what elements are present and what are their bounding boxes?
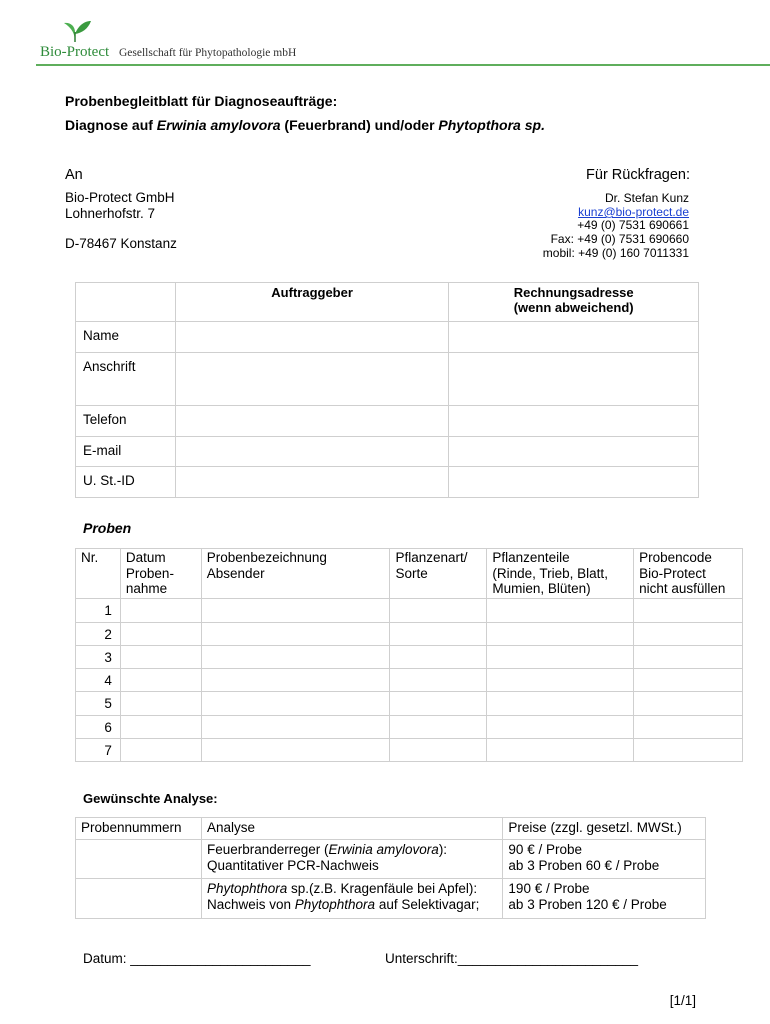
rechnung-anschrift-field[interactable] [449, 353, 699, 406]
contact-label: Für Rückfragen: [586, 167, 690, 183]
table-row [76, 622, 743, 645]
table-row [76, 691, 743, 715]
recipient-city: D-78467 Konstanz [65, 236, 177, 251]
row-label-name: Name [76, 322, 176, 353]
auftraggeber-telefon-field[interactable] [175, 406, 448, 437]
header-preise: Preise (zzgl. gesetzl. MWSt.) [503, 818, 706, 840]
analysis-option-phytophthora[interactable]: Phytophthora sp.(z.B. Kragenfäule bei Apfel): Nachweis von Phytophthora auf Selektivagar; [201, 879, 502, 919]
header-pflanzenteile: Pflanzenteile (Rinde, Trieb, Blatt, Mumien, Blüten) [487, 549, 634, 599]
auftraggeber-email-field[interactable] [175, 437, 448, 467]
row-number: 7 [76, 738, 121, 761]
table-row [76, 715, 743, 738]
table-row [76, 645, 743, 668]
header-probenbezeichnung: Probenbezeichnung Absender [201, 549, 390, 599]
rechnung-telefon-field[interactable] [449, 406, 699, 437]
probennummern-field-pcr[interactable] [76, 840, 202, 879]
row-label-anschrift: Anschrift [76, 353, 176, 406]
row-number: 5 [76, 691, 121, 715]
leaf-logo-icon [58, 18, 92, 44]
client-table [75, 282, 699, 498]
document-title: Probenbegleitblatt für Diagnoseaufträge: [65, 93, 338, 109]
header-rechnungsadresse: Rechnungsadresse (wenn abweichend) [449, 283, 699, 322]
table-row [76, 598, 743, 622]
row-label-telefon: Telefon [76, 406, 176, 437]
header-pflanzenart: Pflanzenart/ Sorte [390, 549, 487, 599]
header-datum: Datum Proben- nahme [120, 549, 201, 599]
page-number: [1/1] [669, 993, 696, 1008]
logo-text: Bio-Protect [40, 44, 110, 60]
auftraggeber-ustid-field[interactable] [175, 467, 448, 498]
row-label-ustid: U. St.-ID [76, 467, 176, 498]
row-number: 4 [76, 668, 121, 691]
contact-mobile: mobil: +49 (0) 160 7011331 [542, 246, 689, 260]
date-field[interactable]: Datum: ________________________ [83, 951, 311, 966]
recipient-street: Lohnerhofstr. 7 [65, 206, 156, 221]
rechnung-email-field[interactable] [449, 437, 699, 467]
analysis-heading: Gewünschte Analyse: [83, 791, 218, 806]
row-number: 2 [76, 622, 121, 645]
price-phytophthora: 190 € / Probe ab 3 Proben 120 € / Probe [503, 879, 706, 919]
table-row [76, 668, 743, 691]
rechnung-ustid-field[interactable] [449, 467, 699, 498]
row-label-email: E-mail [76, 437, 176, 467]
header-probennummern: Probennummern [76, 818, 202, 840]
company-subtitle: Gesellschaft für Phytopathologie mbH [119, 47, 297, 59]
header-analyse: Analyse [201, 818, 502, 840]
row-number: 6 [76, 715, 121, 738]
contact-email-link[interactable]: kunz@bio-protect.de [578, 205, 689, 219]
recipient-company: Bio-Protect GmbH [65, 190, 175, 205]
document-subtitle: Diagnose auf Erwinia amylovora (Feuerbrand) und/oder Phytopthora sp. [65, 117, 545, 133]
row-number: 1 [76, 598, 121, 622]
row-number: 3 [76, 645, 121, 668]
samples-heading: Proben [83, 520, 132, 536]
analysis-table [75, 817, 706, 919]
rechnung-name-field[interactable] [449, 322, 699, 353]
probennummern-field-phytophthora[interactable] [76, 879, 202, 919]
recipient-label: An [65, 167, 83, 183]
header-auftraggeber: Auftraggeber [175, 283, 448, 322]
contact-fax: Fax: +49 (0) 7531 690660 [550, 232, 689, 246]
page-header [0, 0, 770, 66]
contact-phone: +49 (0) 7531 690661 [577, 218, 689, 232]
header-probencode: Probencode Bio-Protect nicht ausfüllen [634, 549, 743, 599]
header-nr: Nr. [76, 549, 121, 599]
samples-table [75, 548, 743, 762]
contact-name: Dr. Stefan Kunz [604, 191, 689, 205]
header-divider [36, 64, 770, 66]
price-pcr: 90 € / Probe ab 3 Proben 60 € / Probe [503, 840, 706, 879]
auftraggeber-name-field[interactable] [175, 322, 448, 353]
analysis-option-pcr[interactable]: Feuerbranderreger (Erwinia amylovora): Quantitativer PCR-Nachweis [201, 840, 502, 879]
signature-field[interactable]: Unterschrift:________________________ [385, 951, 638, 966]
table-row [76, 738, 743, 761]
auftraggeber-anschrift-field[interactable] [175, 353, 448, 406]
